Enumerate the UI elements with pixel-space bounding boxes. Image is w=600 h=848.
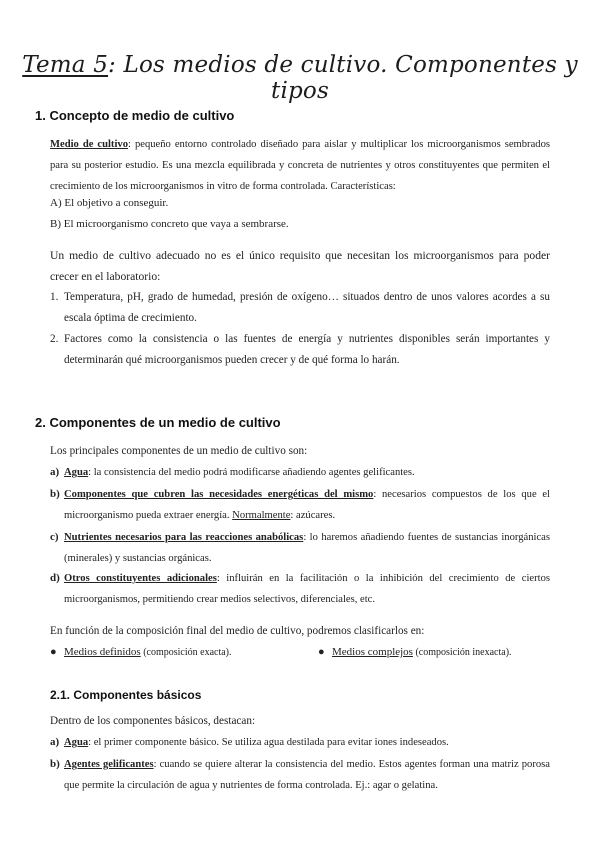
classification-intro: En función de la composición final del medio de cultivo, podremos clasificarlos en:	[50, 625, 425, 637]
item-number: 1.	[50, 291, 59, 303]
list-label: d)	[50, 572, 60, 584]
component-d	[50, 568, 550, 610]
list-label: c)	[50, 531, 59, 543]
characteristic-a: A) El objetivo a conseguir.	[50, 197, 169, 209]
requirements-paragraph: Un medio de cultivo adecuado no es el único requisito que necesitan los microorganismos para poder crecer en el laboratorio:	[50, 249, 550, 283]
bullet-icon: ●	[318, 646, 325, 658]
section-2-1-heading: 2.1. Componentes básicos	[50, 688, 202, 702]
item-number: 2.	[50, 333, 59, 345]
component-term: Agua	[64, 737, 89, 748]
component-c	[50, 527, 550, 569]
component-text: : la consistencia del medio podrá modificarse añadiendo agentes gelificantes.	[88, 467, 415, 478]
bullet-icon: ●	[50, 646, 57, 658]
component-subterm: Normalmente	[232, 510, 291, 521]
component-term: Agua	[64, 467, 89, 478]
bullet-term: Medios complejos	[332, 646, 413, 658]
basic-component-b	[50, 754, 550, 796]
list-label: a)	[50, 736, 60, 748]
component-a	[50, 462, 550, 483]
bullet-text: (composición exacta).	[140, 647, 232, 658]
item-text: Temperatura, pH, grado de humedad, presión de oxígeno… situados dentro de unos valores acordes a su escala óptima de crecimiento.	[64, 291, 550, 324]
page-title	[0, 52, 600, 104]
component-term: Otros constituyentes adicionales	[64, 573, 217, 584]
component-term: Componentes que cubren las necesidades energéticas del mismo	[64, 489, 374, 500]
component-b	[50, 484, 550, 526]
section-2-intro: Los principales componentes de un medio de cultivo son:	[50, 445, 308, 457]
requirement-item-1	[50, 287, 550, 329]
section-1-heading: 1. Concepto de medio de cultivo	[35, 108, 235, 123]
definition-paragraph	[50, 134, 550, 197]
component-term: Agentes gelificantes	[64, 759, 154, 770]
section-2-heading: 2. Componentes de un medio de cultivo	[35, 415, 281, 430]
component-subtext: : azúcares.	[290, 510, 336, 521]
bullet-defined-media	[50, 643, 232, 662]
title-topic-number: Tema 5	[22, 52, 109, 78]
definition-text: : pequeño entorno controlado diseñado para aislar y multiplicar los microorganismos sembrados para su posterior estudio. Es una mezcla equilibrada y concreta de nutrientes y otros constituyentes que permiten el crecimiento de los microorganismos in vitro de forma controlada. Características:	[50, 139, 551, 192]
list-label: b)	[50, 758, 60, 770]
section-2-1-intro: Dentro de los componentes básicos, destacan:	[50, 715, 256, 727]
component-text: : cuando se quiere alterar la consistencia del medio. Estos agentes forman una matriz porosa que permite la circulación de agua y nutrientes de forma controlada. Ej.: agar o gelatina.	[64, 759, 550, 791]
item-text: Factores como la consistencia o las fuentes de energía y nutrientes disponibles serán importantes y determinarán qué microorganismos pueden crecer y de qué forma lo harán.	[64, 333, 550, 366]
bullet-complex-media	[318, 643, 512, 662]
component-text: : necesarios compuestos de los que el microorganismo pueda extraer energía.	[64, 489, 551, 521]
component-text: : influirán en la facilitación o la inhibición del crecimiento de ciertos microorganismos, permitiendo crear medios selectivos, diferenciales, etc.	[64, 573, 550, 605]
characteristic-b: B) El microorganismo concreto que vaya a sembrarse.	[50, 218, 289, 230]
list-label: b)	[50, 488, 60, 500]
bullet-term: Medios definidos	[64, 646, 141, 658]
basic-component-a	[50, 732, 550, 753]
definition-term: Medio de cultivo	[50, 139, 129, 150]
component-term: Nutrientes necesarios para las reacciones anabólicas	[64, 532, 304, 543]
list-label: a)	[50, 466, 60, 478]
component-text: : el primer componente básico. Se utiliza agua destilada para evitar iones indeseados.	[88, 737, 449, 748]
bullet-text: (composición inexacta).	[412, 647, 512, 658]
title-text: : Los medios de cultivo. Componentes y tipos	[108, 52, 578, 104]
component-text: : lo haremos añadiendo fuentes de sustancias inorgánicas (minerales) y sustancias orgánicas.	[64, 532, 550, 564]
requirement-item-2	[50, 329, 550, 371]
